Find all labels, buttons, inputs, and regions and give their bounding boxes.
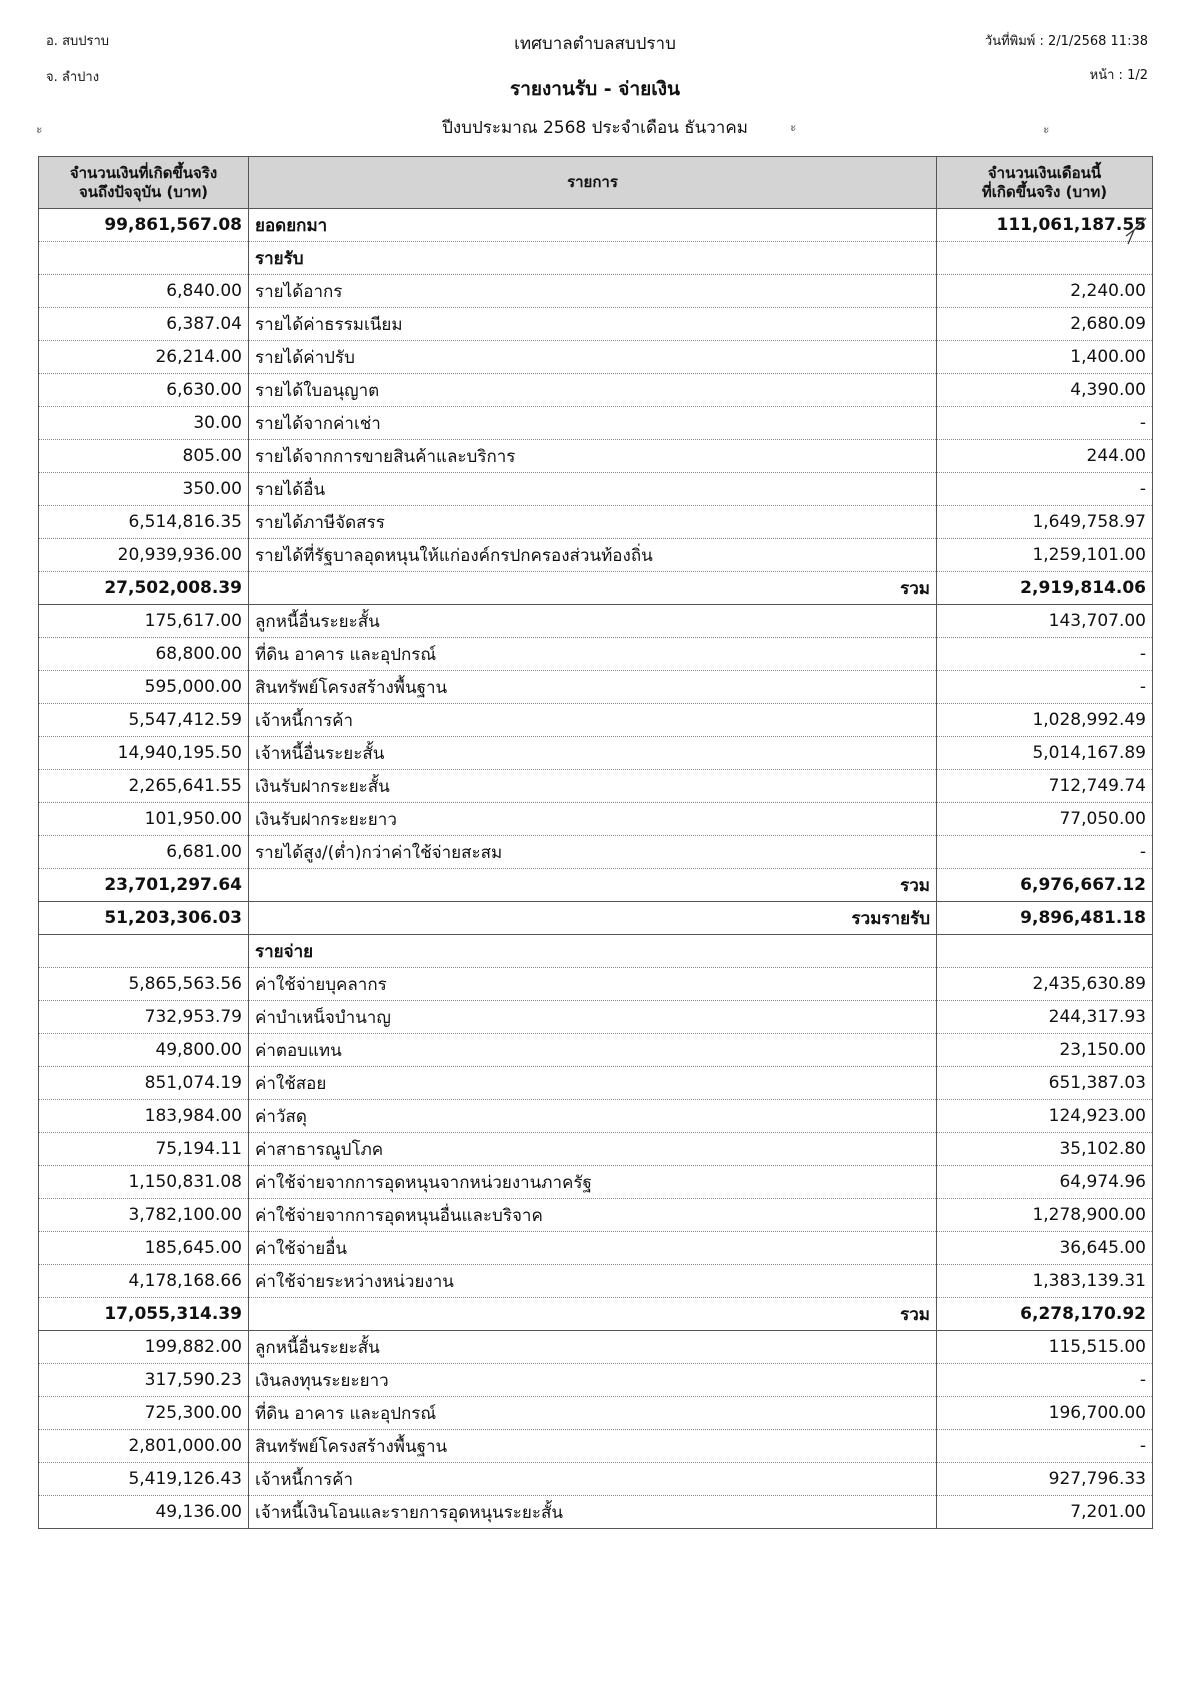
month-amount: 712,749.74 [937,770,1153,803]
ytd-amount [39,242,249,275]
ytd-amount: 350.00 [39,473,249,506]
total-row [39,902,1153,935]
table-row [39,968,1153,1001]
table-row [39,539,1153,572]
item-label: รายได้ใบอนุญาต [249,374,937,407]
table-row [39,1034,1153,1067]
total-label: รวม [249,572,937,605]
ytd-amount: 20,939,936.00 [39,539,249,572]
table-row [39,1232,1153,1265]
ytd-amount: 17,055,314.39 [39,1298,249,1331]
check-mark-icon [1124,214,1152,248]
ytd-amount: 1,150,831.08 [39,1166,249,1199]
section-row [39,242,1153,275]
item-label: รายได้ค่าปรับ [249,341,937,374]
item-label: เจ้าหนี้อื่นระยะสั้น [249,737,937,770]
ytd-amount: 99,861,567.08 [39,209,249,242]
district-label: อ. สบปราบ [46,34,110,49]
month-amount: 244,317.93 [937,1001,1153,1034]
ytd-amount: 185,645.00 [39,1232,249,1265]
total-row [39,1298,1153,1331]
table-row [39,506,1153,539]
item-label: รายได้ภาษีจัดสรร [249,506,937,539]
month-amount [937,242,1153,275]
month-amount: 1,028,992.49 [937,704,1153,737]
item-label: เจ้าหนี้การค้า [249,1463,937,1496]
total-row [39,572,1153,605]
month-amount: 1,278,900.00 [937,1199,1153,1232]
ytd-amount: 725,300.00 [39,1397,249,1430]
month-amount: 36,645.00 [937,1232,1153,1265]
receipts-payments-table [38,156,1153,1529]
ytd-amount: 5,547,412.59 [39,704,249,737]
col-header-month [937,157,1153,209]
month-amount: - [937,407,1153,440]
item-label: เงินรับฝากระยะสั้น [249,770,937,803]
ytd-amount: 175,617.00 [39,605,249,638]
table-row [39,1001,1153,1034]
col-header-ytd-line1: จำนวนเงินที่เกิดขึ้นจริง [69,163,218,182]
ytd-amount: 5,865,563.56 [39,968,249,1001]
month-amount [937,935,1153,968]
month-amount: 115,515.00 [937,1331,1153,1364]
table-row [39,1265,1153,1298]
table-row [39,605,1153,638]
month-amount: 927,796.33 [937,1463,1153,1496]
item-label: ค่าใช้สอย [249,1067,937,1100]
ytd-amount: 199,882.00 [39,1331,249,1364]
ytd-amount: 2,801,000.00 [39,1430,249,1463]
table-row [39,704,1153,737]
item-label: เจ้าหนี้เงินโอนและรายการอุดหนุนระยะสั้น [249,1496,937,1529]
table-row [39,275,1153,308]
table-row [39,737,1153,770]
month-amount: 35,102.80 [937,1133,1153,1166]
province-label: จ. ลำปาง [46,70,100,85]
month-amount: - [937,638,1153,671]
month-amount: 2,240.00 [937,275,1153,308]
scan-mark: ะ [790,120,797,134]
table-row [39,671,1153,704]
month-amount: - [937,1430,1153,1463]
table-row [39,1463,1153,1496]
section-label: รายรับ [249,242,937,275]
ytd-amount: 317,590.23 [39,1364,249,1397]
month-amount: 143,707.00 [937,605,1153,638]
month-amount: 2,680.09 [937,308,1153,341]
item-label: ลูกหนี้อื่นระยะสั้น [249,605,937,638]
print-date: วันที่พิมพ์ : 2/1/2568 11:38 [984,34,1148,49]
month-amount: 9,896,481.18 [937,902,1153,935]
month-amount: - [937,836,1153,869]
item-label: สินทรัพย์โครงสร้างพื้นฐาน [249,1430,937,1463]
brought-forward-row [39,209,1153,242]
table-row [39,374,1153,407]
report-title: รายงานรับ - จ่ายเงิน [509,78,681,100]
page-number: หน้า : 1/2 [1089,68,1148,83]
total-row [39,869,1153,902]
table-row [39,1331,1153,1364]
table-row [39,1496,1153,1529]
table-header-row [39,157,1153,209]
month-amount: 2,435,630.89 [937,968,1153,1001]
table-row [39,407,1153,440]
table-body [39,209,1153,1529]
item-label: เงินรับฝากระยะยาว [249,803,937,836]
total-label: รวมรายรับ [249,902,937,935]
item-label: รายได้อื่น [249,473,937,506]
item-label: ลูกหนี้อื่นระยะสั้น [249,1331,937,1364]
col-header-ytd [39,157,249,209]
month-amount: 1,383,139.31 [937,1265,1153,1298]
ytd-amount: 183,984.00 [39,1100,249,1133]
table-row [39,1133,1153,1166]
ytd-amount: 6,514,816.35 [39,506,249,539]
month-amount: 7,201.00 [937,1496,1153,1529]
month-amount: 111,061,187.55 [937,209,1153,242]
item-label: รายได้ที่รัฐบาลอุดหนุนให้แก่องค์กรปกครองส่วนท้องถิ่น [249,539,937,572]
ytd-amount: 851,074.19 [39,1067,249,1100]
ytd-amount: 26,214.00 [39,341,249,374]
item-label: รายได้สูง/(ต่ำ)กว่าค่าใช้จ่ายสะสม [249,836,937,869]
item-label: รายได้จากค่าเช่า [249,407,937,440]
col-header-item: รายการ [249,157,937,209]
item-label: ยอดยกมา [249,209,937,242]
table-row [39,638,1153,671]
ytd-amount: 595,000.00 [39,671,249,704]
month-amount: 196,700.00 [937,1397,1153,1430]
ytd-amount: 6,630.00 [39,374,249,407]
month-amount: 124,923.00 [937,1100,1153,1133]
month-amount: 2,919,814.06 [937,572,1153,605]
ytd-amount: 68,800.00 [39,638,249,671]
table-row [39,1100,1153,1133]
ytd-amount: 6,681.00 [39,836,249,869]
item-label: ที่ดิน อาคาร และอุปกรณ์ [249,1397,937,1430]
item-label: ค่าบำเหน็จบำนาญ [249,1001,937,1034]
ytd-amount: 6,840.00 [39,275,249,308]
ytd-amount: 5,419,126.43 [39,1463,249,1496]
table-row [39,440,1153,473]
month-amount: 6,278,170.92 [937,1298,1153,1331]
item-label: เงินลงทุนระยะยาว [249,1364,937,1397]
ytd-amount: 2,265,641.55 [39,770,249,803]
table-row [39,1397,1153,1430]
table-row [39,803,1153,836]
ytd-amount: 101,950.00 [39,803,249,836]
item-label: ค่าใช้จ่ายอื่น [249,1232,937,1265]
table-row [39,836,1153,869]
table-row [39,308,1153,341]
ytd-amount: 30.00 [39,407,249,440]
item-label: ค่าวัสดุ [249,1100,937,1133]
scan-mark: ะ [1043,122,1050,136]
col-header-month-line2: ที่เกิดขึ้นจริง (บาท) [981,182,1108,201]
item-label: รายได้จากการขายสินค้าและบริการ [249,440,937,473]
table-row [39,1430,1153,1463]
table-row [39,473,1153,506]
item-label: ที่ดิน อาคาร และอุปกรณ์ [249,638,937,671]
month-amount: 5,014,167.89 [937,737,1153,770]
total-label: รวม [249,1298,937,1331]
month-amount: 77,050.00 [937,803,1153,836]
ytd-amount: 49,136.00 [39,1496,249,1529]
month-amount: - [937,1364,1153,1397]
table-row [39,341,1153,374]
ytd-amount [39,935,249,968]
month-amount: 651,387.03 [937,1067,1153,1100]
month-amount: 1,400.00 [937,341,1153,374]
ytd-amount: 805.00 [39,440,249,473]
item-label: ค่าใช้จ่ายบุคลากร [249,968,937,1001]
table-row [39,770,1153,803]
ytd-amount: 6,387.04 [39,308,249,341]
ytd-amount: 14,940,195.50 [39,737,249,770]
col-header-month-line1: จำนวนเงินเดือนนี้ [987,163,1102,182]
month-amount: 6,976,667.12 [937,869,1153,902]
item-label: รายได้ค่าธรรมเนียม [249,308,937,341]
table-row [39,1166,1153,1199]
ytd-amount: 732,953.79 [39,1001,249,1034]
item-label: เจ้าหนี้การค้า [249,704,937,737]
section-label: รายจ่าย [249,935,937,968]
month-amount: 244.00 [937,440,1153,473]
month-amount: 64,974.96 [937,1166,1153,1199]
scan-mark: ะ [36,122,43,136]
month-amount: 1,259,101.00 [937,539,1153,572]
ytd-amount: 51,203,306.03 [39,902,249,935]
item-label: ค่าใช้จ่ายจากการอุดหนุนอื่นและบริจาค [249,1199,937,1232]
ytd-amount: 3,782,100.00 [39,1199,249,1232]
ytd-amount: 49,800.00 [39,1034,249,1067]
table-row [39,1364,1153,1397]
month-amount: - [937,473,1153,506]
ytd-amount: 27,502,008.39 [39,572,249,605]
table-row [39,1067,1153,1100]
month-amount: 23,150.00 [937,1034,1153,1067]
item-label: ค่าตอบแทน [249,1034,937,1067]
ytd-amount: 75,194.11 [39,1133,249,1166]
section-row [39,935,1153,968]
item-label: ค่าสาธารณูปโภค [249,1133,937,1166]
month-amount: - [937,671,1153,704]
report-period: ปีงบประมาณ 2568 ประจำเดือน ธันวาคม [442,118,748,138]
item-label: ค่าใช้จ่ายระหว่างหน่วยงาน [249,1265,937,1298]
table-row [39,1199,1153,1232]
item-label: สินทรัพย์โครงสร้างพื้นฐาน [249,671,937,704]
item-label: รายได้อากร [249,275,937,308]
col-header-ytd-line2: จนถึงปัจจุบัน (บาท) [78,182,209,201]
ytd-amount: 23,701,297.64 [39,869,249,902]
month-amount: 1,649,758.97 [937,506,1153,539]
ytd-amount: 4,178,168.66 [39,1265,249,1298]
month-amount: 4,390.00 [937,374,1153,407]
item-label: ค่าใช้จ่ายจากการอุดหนุนจากหน่วยงานภาครัฐ [249,1166,937,1199]
total-label: รวม [249,869,937,902]
org-name: เทศบาลตำบลสบปราบ [514,34,676,54]
